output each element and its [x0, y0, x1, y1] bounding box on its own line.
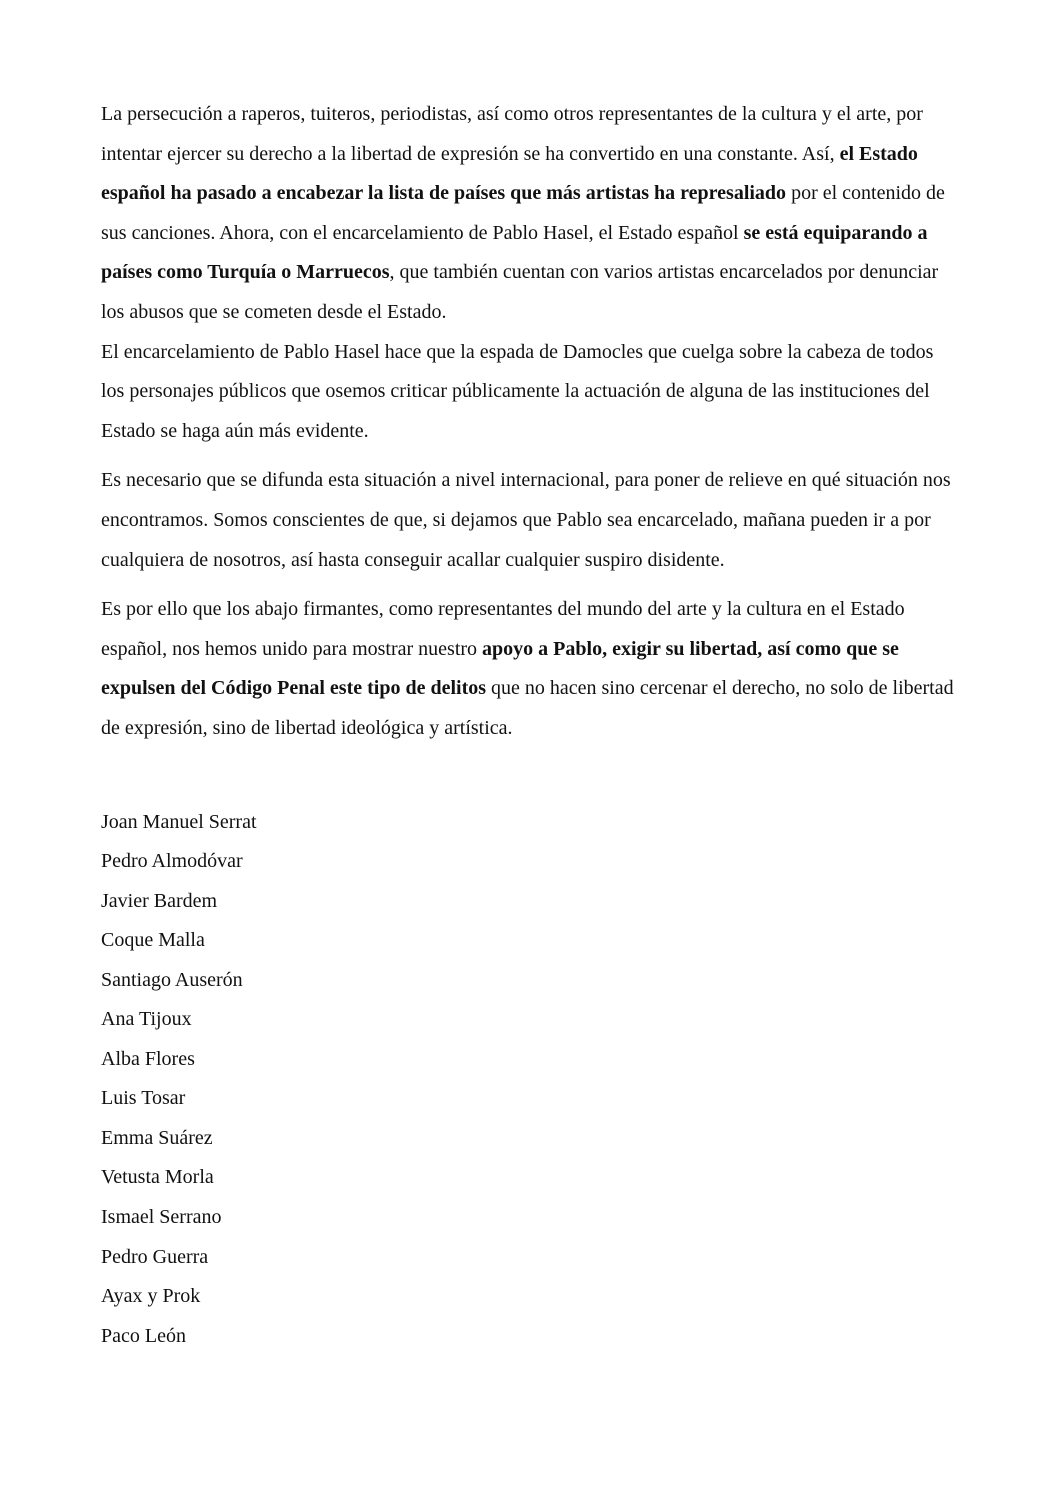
- signer-name: Joan Manuel Serrat: [101, 810, 257, 833]
- text-segment: que no hacen sino cercenar el derecho, no solo de libertad de expresión, sino de libertad ideológica y artística.: [101, 677, 954, 739]
- signer-name: Luis Tosar: [101, 1087, 186, 1110]
- document-body: [101, 95, 961, 1356]
- text-segment: Es por ello que los abajo firmantes, como representantes del mundo del arte y la cultura en el Estado español, nos hemos unido para mostrar nuestro: [101, 598, 905, 660]
- signer-name: Paco León: [101, 1324, 186, 1347]
- signer-name: Alba Flores: [101, 1047, 195, 1070]
- signer-name: Ayax y Prok: [101, 1285, 201, 1308]
- paragraph-signatories-statement: [101, 590, 961, 748]
- text-segment: Es necesario que se difunda esta situación a nivel internacional, para poner de relieve en qué situación nos encontramos. Somos conscientes de que, si dejamos que Pablo sea encarcelado, mañana pueden ir a por cualquiera de nosotros, así hasta conseguir acallar cualquier suspiro disidente.: [101, 469, 951, 571]
- text-segment: , que también cuentan con varios artistas encarcelados por denunciar los abusos que se cometen desde el Estado.: [101, 261, 939, 323]
- signer-name: Pedro Guerra: [101, 1245, 209, 1268]
- text-segment: El encarcelamiento de Pablo Hasel hace que la espada de Damocles que cuelga sobre la cabeza de todos los personajes públicos que osemos criticar públicamente la actuación de alguna de las instituciones del Estado se haga aún más evidente.: [101, 340, 934, 442]
- signer-name: Emma Suárez: [101, 1126, 213, 1149]
- paragraph-persecution: [101, 95, 961, 333]
- signer-name: Ismael Serrano: [101, 1205, 222, 1228]
- text-segment: La persecución a raperos, tuiteros, periodistas, así como otros representantes de la cultura y el arte, por intentar ejercer su derecho a la libertad de expresión se ha convertido en una constante. Así,: [101, 103, 923, 165]
- bold-segment: se está equiparando a países como Turquía o Marruecos: [101, 221, 928, 284]
- bold-segment: el Estado español ha pasado a encabezar la lista de países que más artistas ha represaliado: [101, 142, 918, 205]
- signer-name: Javier Bardem: [101, 889, 218, 912]
- signer-name: Ana Tijoux: [101, 1008, 192, 1031]
- signer-name: Coque Malla: [101, 929, 205, 952]
- signer-name: Pedro Almodóvar: [101, 850, 243, 873]
- signer-name: Santiago Auserón: [101, 968, 243, 991]
- paragraph-international: [101, 461, 961, 580]
- text-segment: por el contenido de sus canciones. Ahora, con el encarcelamiento de Pablo Hasel, el Estado español: [101, 182, 945, 244]
- signers-list: [101, 803, 961, 1357]
- signer-name: Vetusta Morla: [101, 1166, 214, 1189]
- bold-segment: apoyo a Pablo, exigir su libertad, así como que se expulsen del Código Penal este tipo de delitos: [101, 637, 899, 700]
- paragraph-damocles: [101, 333, 961, 452]
